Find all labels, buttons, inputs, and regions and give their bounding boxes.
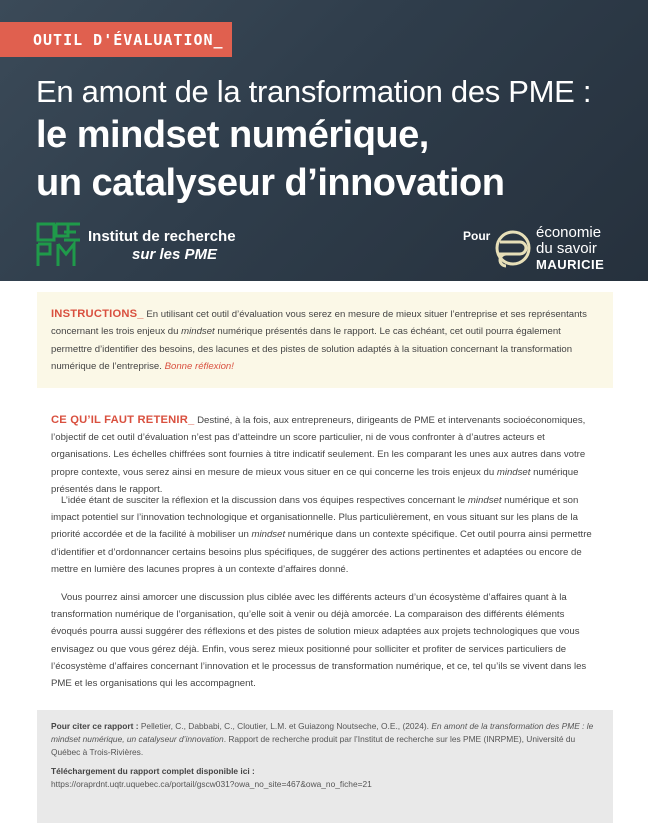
title-line-2: le mindset numérique, — [36, 114, 429, 156]
citation-box — [37, 710, 613, 823]
retenir-lead: CE QU’IL FAUT RETENIR_ — [51, 414, 195, 426]
irpme-logo — [36, 222, 236, 268]
retenir-p2-mindset-2: mindset — [251, 529, 286, 541]
retenir-p1-b: numérique présentés dans le rapport. — [51, 466, 579, 495]
title-line-3: un catalyseur d’innovation — [36, 162, 505, 204]
instructions-text-1: En utilisant cet outil d’évaluation vous serez en mesure de mieux situer l’entreprise et ses représentants concernant les trois enjeux du — [51, 309, 587, 338]
citation-authors: Pelletier, C., Dabbabi, C., Cloutier, L.M. et Guiazong Noutseche, O.E., (2024). — [138, 721, 432, 731]
citation-label: Pour citer ce rapport : — [51, 721, 139, 731]
tool-tag: OUTIL D'ÉVALUATION_ — [0, 22, 232, 57]
download-url[interactable]: https://oraprdnt.uqtr.uquebec.ca/portail/gscw031?owa_no_site=467&owa_no_fiche=21 — [51, 779, 372, 790]
retenir-paragraph-2 — [51, 492, 601, 578]
instructions-lead: INSTRUCTIONS_ — [51, 308, 144, 320]
retenir-p1-a: Destiné, à la fois, aux entrepreneurs, dirigeants de PME et intervenants socioéconomiques, l’objectif de cet outil d’évaluation n’est pas d’atteindre un score particulier, ni de vous confronter à d’autres acteurs et organisations. Les échelles chiffrées sont fournies à titre indicatif seulement. En les comparant les unes aux autres dans votre propre contexte, vous serez ainsi en mesure de mieux vous situer en ce qui concerne les trois enjeux du — [51, 415, 586, 478]
retenir-p2-b: numérique et son impact potentiel sur l’innovation technologique et organisationnelle. Plus particulièrement, en vous situant sur les plans de la priorité accordée et de la facilité à mobiliser un — [51, 495, 579, 541]
retenir-p2-a: L’idée étant de susciter la réflexion et la discussion dans vos équipes respectives concernant le — [61, 495, 468, 506]
irpme-name-line2: sur les PME — [132, 246, 218, 263]
instructions-closing: Bonne réflexion! — [164, 361, 234, 373]
pour-label: Pour — [463, 229, 491, 243]
retenir-p2-c: numérique dans un contexte spécifique. Cet outil pourra ainsi permettre d’identifier et d’ordonnancer certains besoins plus spécifiques, de suggérer des actions pertinentes et adaptées ou encore de mettre en lumière des lacunes propres à un contexte d’affaires donné. — [51, 529, 592, 575]
citation-title: En amont de la transformation des PME : le mindset numérique, un catalyseur d’innovation — [51, 721, 594, 744]
instructions-text-2: numérique présentés dans le rapport. Le cas échéant, cet outil pourra également permettre d’identifier des besoins, des lacunes et des pistes de solution adaptés à la situation concernant la transformation numérique de l’entreprise. — [51, 326, 573, 373]
eco-mark-icon — [494, 228, 532, 268]
retenir-p2-mindset-1: mindset — [467, 495, 502, 506]
citation-block — [51, 720, 599, 758]
eco-line-2: du savoir — [536, 240, 597, 257]
retenir-paragraph-1 — [51, 412, 601, 498]
retenir-paragraph-3: Vous pourrez ainsi amorcer une discussion plus ciblée avec les différents acteurs d’un écosystème d’affaires quant à la transformation numérique de l’organisation, qu’elle soit à venir ou déjà amorcée. La comparaison des différents éléments évoqués pourra aussi suggérer des réflexions et des pistes de solution mieux adaptées aux projets technologiques que vous envisagez ou que vous gérez déjà. Enfin, vous serez mieux positionné pour solliciter et profiter de services particuliers de l’écosystème d’affaires concernant l’innovation et le processus de transformation numérique, et ce, tel qu’ils se vivent dans les PME et les organisations qui les accompagnent. — [51, 592, 587, 690]
instructions-mindset: mindset — [181, 326, 215, 338]
irpme-mark-icon — [36, 222, 82, 268]
irpme-name-line1: Institut de recherche — [88, 228, 236, 245]
eco-logo — [494, 225, 624, 271]
eco-line-3: MAURICIE — [536, 257, 605, 272]
citation-rest: . Rapport de recherche produit par l’Institut de recherche sur les PME (INRPME), Université du Québec à Trois-Rivières. — [51, 733, 576, 757]
download-block — [51, 765, 599, 791]
hero-banner — [0, 0, 648, 281]
download-label: Téléchargement du rapport complet disponible ici : — [51, 766, 255, 777]
eco-line-1: économie — [536, 224, 602, 241]
instructions-box — [37, 292, 613, 388]
retenir-p1-mindset: mindset — [496, 466, 531, 478]
title-line-1: En amont de la transformation des PME : — [36, 74, 592, 109]
